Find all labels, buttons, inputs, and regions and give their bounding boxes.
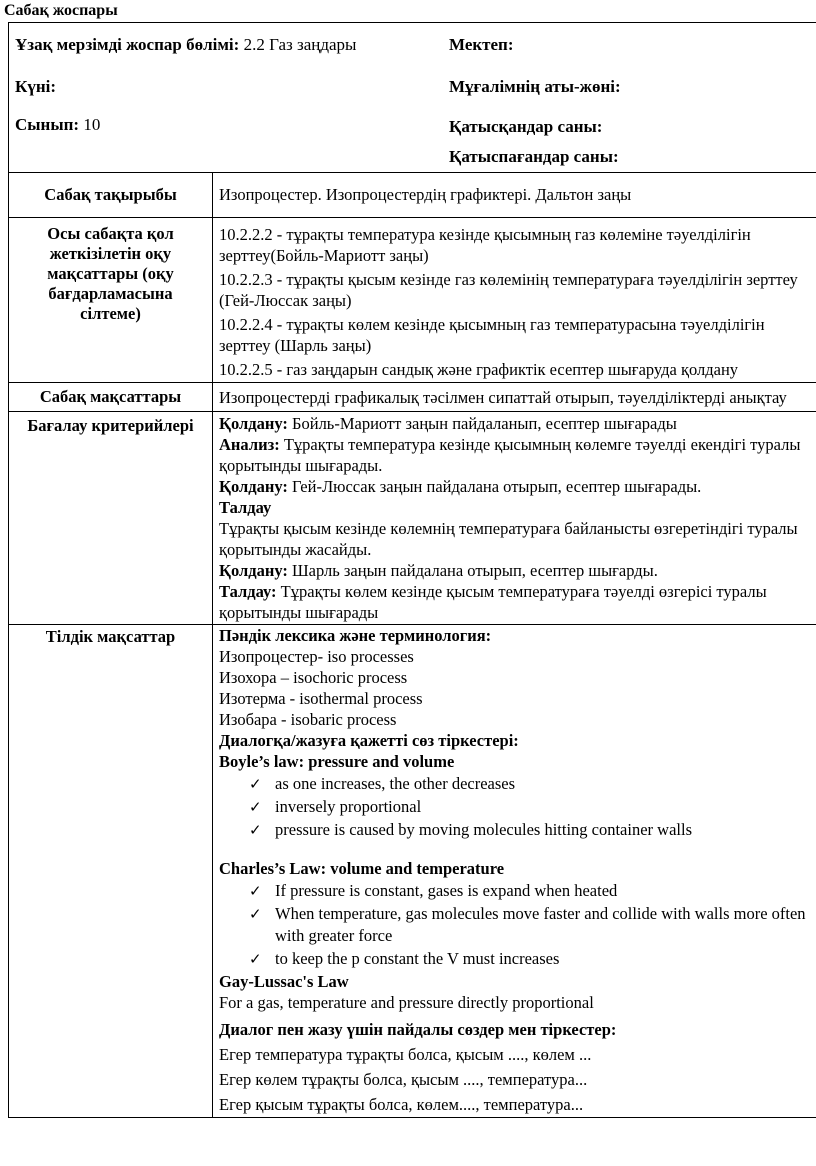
boyle-law-item-text: pressure is caused by moving molecules hitting container walls — [275, 820, 692, 839]
topic-row — [9, 173, 816, 218]
school-label: Мектеп: — [449, 35, 514, 54]
topic-label: Сабақ тақырыбы — [9, 173, 213, 218]
criterion-keyword: Қолдану: — [219, 414, 288, 433]
boyle-law-item — [249, 796, 812, 818]
criteria-row — [9, 412, 816, 625]
lesson-objectives-row — [9, 383, 816, 412]
checkmark-icon: ✓ — [249, 882, 262, 900]
criteria-list — [213, 412, 816, 625]
criterion-item — [219, 518, 812, 560]
class-value: 10 — [83, 115, 101, 134]
learning-objective-item: 10.2.2.3 - тұрақты қысым кезінде газ көлемінің температураға тәуелділігін зерттеу (Гей-Люссак заңы) — [219, 270, 798, 310]
dialog-phrases-heading: Диалог пен жазу үшін пайдалы сөздер мен тіркестер: — [219, 1020, 617, 1039]
teacher-label: Мұғалімнің аты-жөні: — [449, 77, 621, 96]
criterion-text: Гей-Люссак заңын пайдалана отырып, есептер шығарады. — [287, 477, 702, 496]
date-label: Күні: — [15, 77, 57, 96]
boyle-law-item-text: as one increases, the other decreases — [275, 774, 516, 793]
learning-objective-item: 10.2.2.4 - тұрақты көлем кезінде қысымның газ температурасына тәуелділігін зерттеу (Шарль заңы) — [219, 315, 765, 355]
present-count-label: Қатысқандар саны: — [449, 117, 603, 136]
document-title: Сабақ жоспары — [4, 2, 118, 19]
criterion-keyword: Қолдану: — [219, 561, 288, 580]
learning-objectives-row — [9, 218, 816, 383]
criterion-item — [219, 434, 812, 476]
date-field — [15, 77, 56, 97]
boyle-law-list — [219, 773, 812, 841]
dialog-phrase-item: Егер көлем тұрақты болса, қысым ...., температура... — [219, 1070, 588, 1089]
gay-lussac-law-heading: Gay-Lussac's Law — [219, 972, 349, 991]
criteria-label: Бағалау критерийлері — [9, 412, 213, 625]
teacher-field — [449, 77, 621, 97]
boyle-law-item-text: inversely proportional — [275, 797, 422, 816]
language-objectives-row — [9, 625, 816, 1118]
boyle-law-heading: Boyle’s law: pressure and volume — [219, 752, 455, 771]
criterion-text: Тұрақты қысым кезінде көлемнің температураға байланысты өзгеретіндігі туралы қорытынды жасайды. — [219, 519, 798, 559]
long-term-plan-value: 2.2 Газ заңдары — [243, 35, 357, 54]
lesson-plan-table — [8, 172, 816, 1118]
present-count-field — [449, 117, 602, 137]
dialog-phrase-item: Егер қысым тұрақты болса, көлем...., температура... — [219, 1095, 584, 1114]
charles-law-heading: Charles’s Law: volume and temperature — [219, 859, 505, 878]
class-field — [15, 115, 100, 135]
absent-count-field — [449, 147, 619, 167]
criterion-text: Тұрақты көлем кезінде қысым температураға тәуелді өзгерісі туралы қорытынды шығарады — [219, 582, 767, 622]
learning-objectives-label: Осы сабақта қол жеткізілетін оқу мақсаттары (оқу бағдарламасына сілтеме) — [9, 218, 213, 383]
charles-law-item — [249, 903, 812, 947]
criterion-text: Шарль заңын пайдалана отырып, есептер шығарды. — [287, 561, 658, 580]
checkmark-icon: ✓ — [249, 950, 262, 968]
vocabulary-heading: Пәндік лексика және терминология: — [219, 626, 492, 645]
learning-objective-item: 10.2.2.2 - тұрақты температура кезінде қысымның газ көлеміне тәуелділігін зерттеу(Бойль-Мариотт заңы) — [219, 225, 751, 265]
criterion-item — [219, 413, 812, 434]
criterion-keyword: Қолдану: — [219, 477, 288, 496]
vocabulary-item: Изотерма - isothermal process — [219, 689, 423, 708]
charles-law-item-text: If pressure is constant, gases is expand when heated — [275, 881, 618, 900]
criterion-item — [219, 497, 812, 518]
checkmark-icon: ✓ — [249, 798, 262, 816]
criterion-keyword: Талдау: — [219, 582, 277, 601]
criterion-item — [219, 560, 812, 581]
section-spacer — [219, 842, 812, 858]
checkmark-icon: ✓ — [249, 821, 262, 839]
gay-lussac-law-text: For a gas, temperature and pressure directly proportional — [219, 993, 594, 1012]
dialog-phrase-item: Егер температура тұрақты болса, қысым ...., көлем ... — [219, 1045, 592, 1064]
charles-law-item — [249, 948, 812, 970]
checkmark-icon: ✓ — [249, 775, 262, 793]
phrases-heading: Диалогқа/жазуға қажетті сөз тіркестері: — [219, 731, 519, 750]
boyle-law-item — [249, 819, 812, 841]
charles-law-list — [219, 880, 812, 970]
lesson-objectives-label: Сабақ мақсаттары — [9, 383, 213, 412]
criterion-text: Бойль-Мариотт заңын пайдаланып, есептер шығарады — [287, 414, 677, 433]
criterion-text: Тұрақты температура кезінде қысымның көлемге тәуелді екендігі туралы қорытынды шығарады. — [219, 435, 801, 475]
charles-law-item-text: to keep the p constant the V must increases — [275, 949, 560, 968]
class-label: Сынып: — [15, 115, 80, 134]
learning-objective-item: 10.2.2.5 - газ заңдарын сандық және графиктік есептер шығаруда қолдану — [219, 360, 739, 379]
criterion-keyword: Анализ: — [219, 435, 280, 454]
absent-count-label: Қатыспағандар саны: — [449, 147, 619, 166]
boyle-law-item — [249, 773, 812, 795]
language-objectives-content — [213, 625, 816, 1118]
topic-value: Изопроцестер. Изопроцестердің графиктері. Дальтон заңы — [213, 173, 816, 218]
criterion-item — [219, 581, 812, 623]
vocabulary-item: Изопроцестер- iso processes — [219, 647, 414, 666]
long-term-plan-field — [15, 35, 356, 55]
long-term-plan-label: Ұзақ мерзімді жоспар бөлімі: — [15, 35, 240, 54]
charles-law-item-text: When temperature, gas molecules move faster and collide with walls more often with greater force — [275, 904, 806, 945]
vocabulary-item: Изохора – isochoric process — [219, 668, 408, 687]
lesson-header — [8, 22, 816, 172]
vocabulary-item: Изобара - isobaric process — [219, 710, 397, 729]
criterion-keyword: Талдау — [219, 498, 272, 517]
school-field — [449, 35, 514, 55]
lesson-objectives-value: Изопроцестерді графикалық тәсілмен сипаттай отырып, тәуелділіктерді анықтау — [213, 383, 816, 412]
criterion-item — [219, 476, 812, 497]
charles-law-item — [249, 880, 812, 902]
checkmark-icon: ✓ — [249, 905, 262, 923]
language-objectives-label: Тілдік мақсаттар — [9, 625, 213, 1118]
learning-objectives-list — [213, 218, 816, 383]
